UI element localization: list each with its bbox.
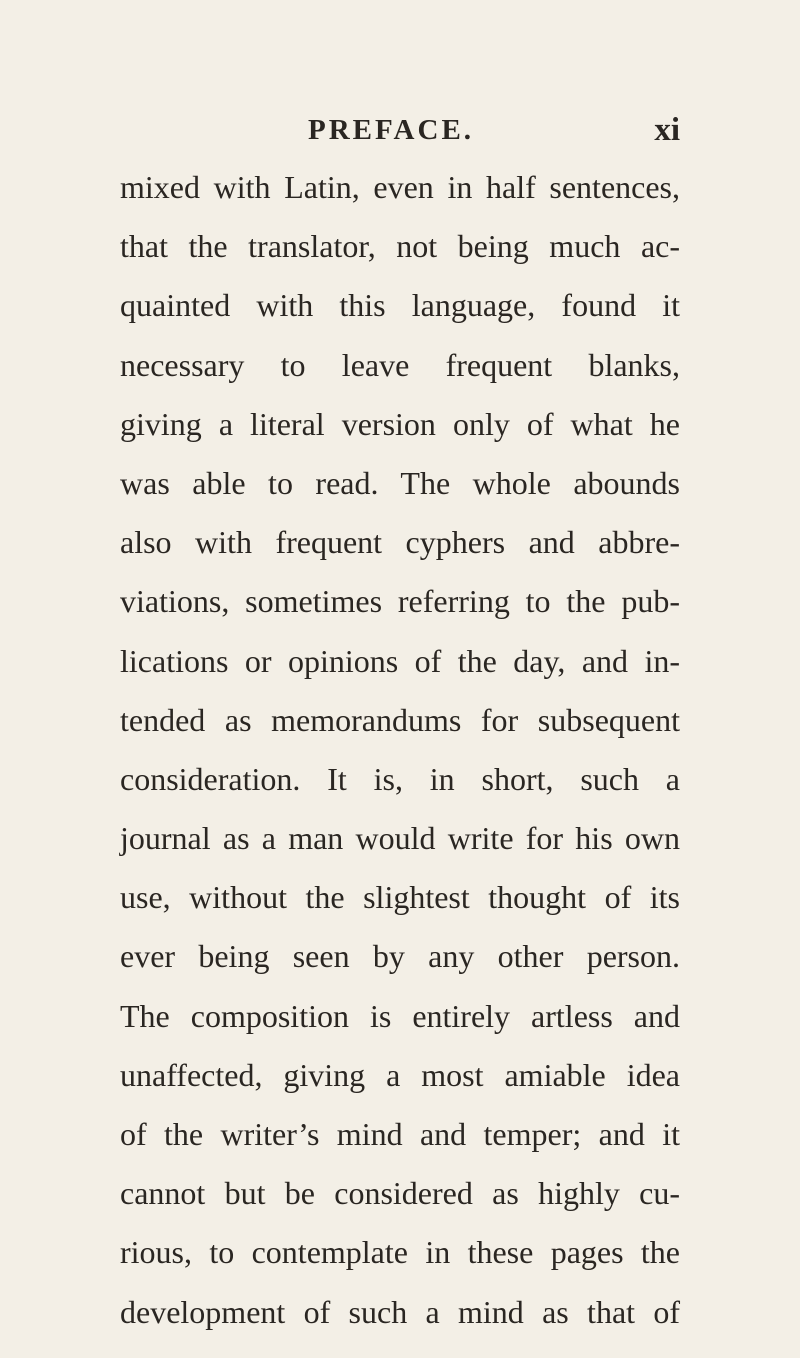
- text-line: viations, sometimes referring to the pub-: [120, 583, 680, 620]
- text-line: ever being seen by any other person.: [120, 938, 680, 975]
- text-line: journal as a man would write for his own: [120, 820, 680, 857]
- text-line: necessary to leave frequent blanks,: [120, 346, 680, 383]
- text-line: development of such a mind as that of: [120, 1293, 680, 1330]
- text-line: lications or opinions of the day, and in-: [120, 642, 680, 679]
- text-line: also with frequent cyphers and abbre-: [120, 524, 680, 561]
- text-line: of the writer’s mind and temper; and it: [120, 1116, 680, 1152]
- text-line: cannot but be considered as highly cu-: [120, 1175, 680, 1212]
- text-line: tended as memorandums for subsequent: [120, 701, 680, 738]
- running-title: PREFACE.: [308, 114, 475, 146]
- text-line: that the translator, not being much ac-: [120, 228, 680, 265]
- body-text: [120, 158, 680, 1342]
- text-line: was able to read. The whole abounds: [120, 464, 680, 501]
- text-line: quainted with this language, found it: [120, 287, 680, 324]
- text-line: use, without the slightest thought of its: [120, 879, 680, 916]
- page-number: xi: [654, 112, 680, 148]
- text-line: consideration. It is, in short, such a: [120, 760, 680, 797]
- page-header: [120, 110, 680, 150]
- text-line: The composition is entirely artless and: [120, 997, 680, 1034]
- text-line: mixed with Latin, even in half sentences,: [120, 169, 680, 205]
- text-line: giving a literal version only of what he: [120, 405, 680, 442]
- text-line: rious, to contemplate in these pages the: [120, 1234, 680, 1271]
- text-line: unaffected, giving a most amiable idea: [120, 1056, 680, 1093]
